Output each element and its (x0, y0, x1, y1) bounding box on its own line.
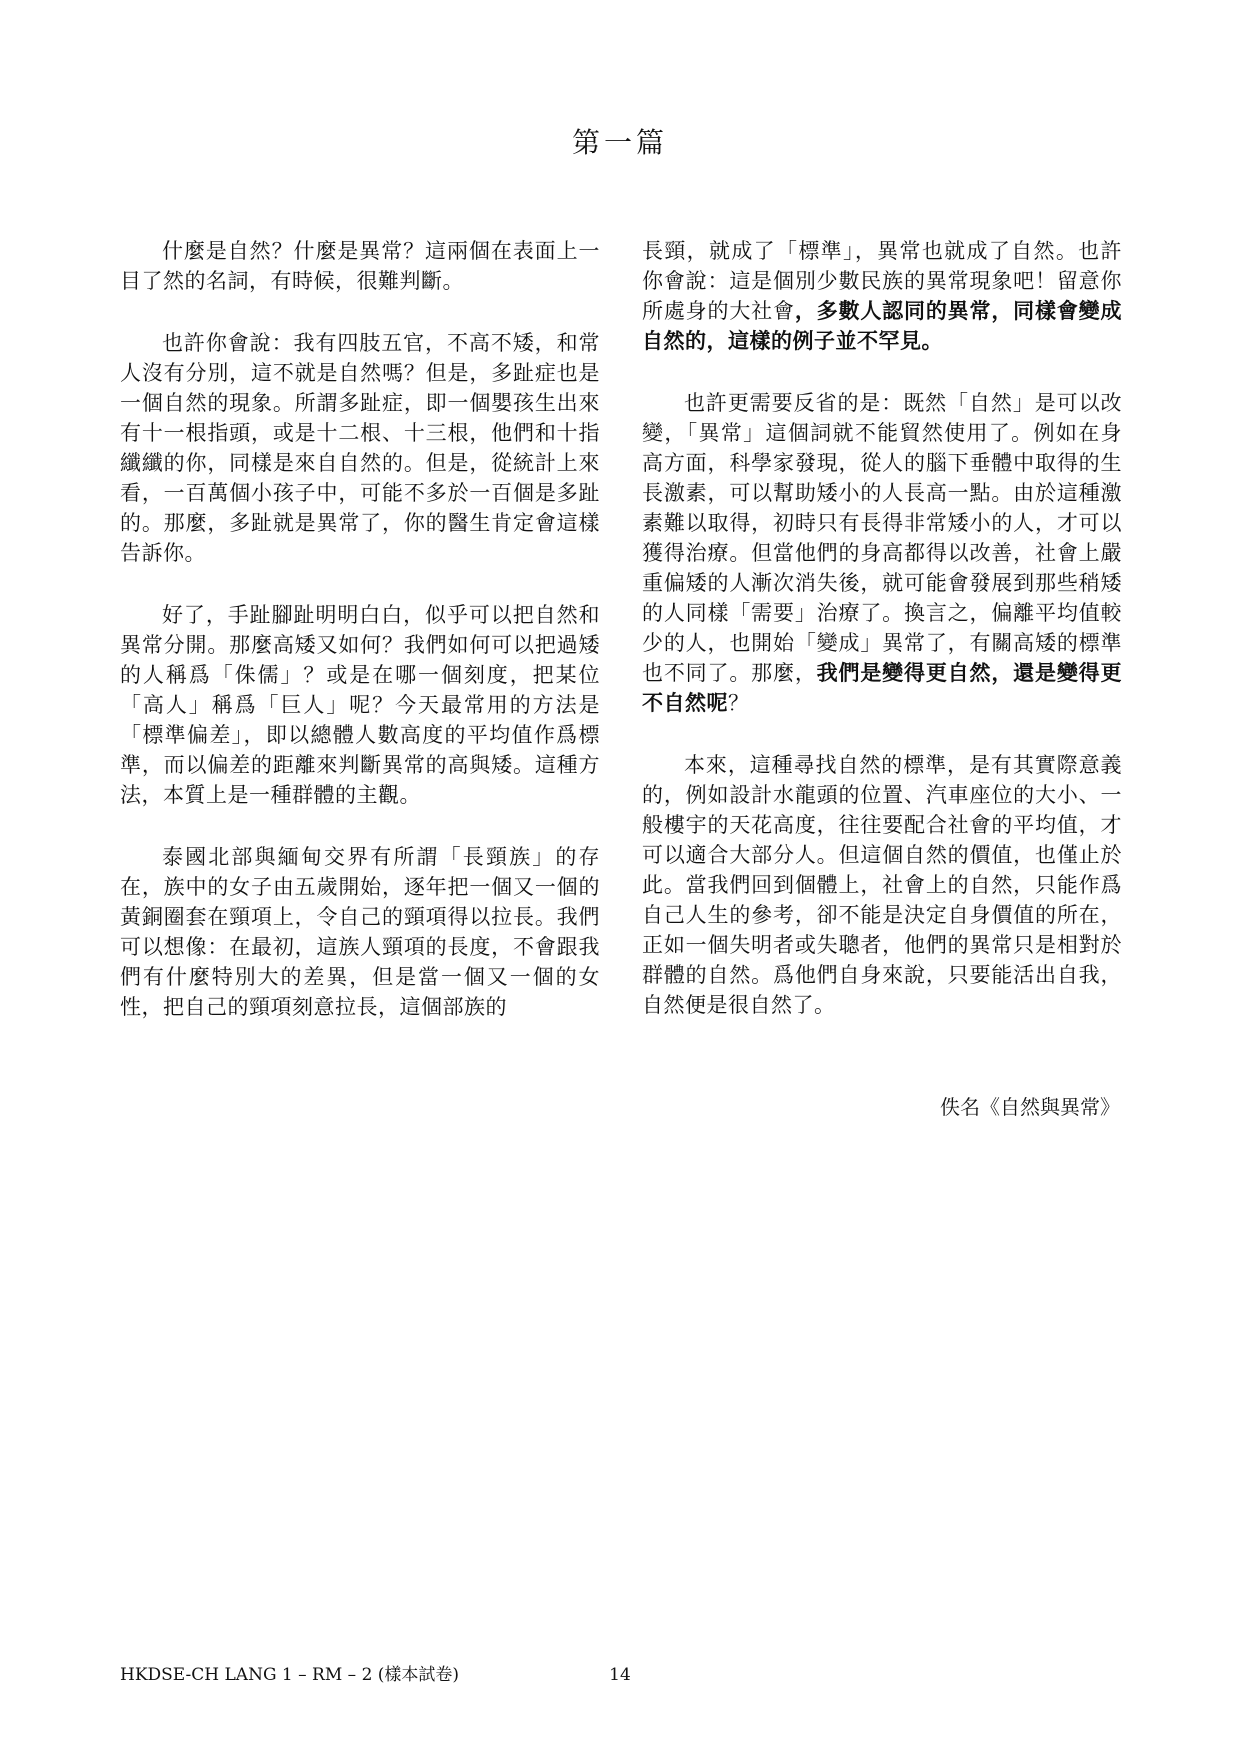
attribution: 佚名《自然與異常》 (940, 1095, 1120, 1119)
paragraph-text: ？ (728, 691, 750, 715)
paragraph-text: 什麼是自然？什麼是異常？這兩個在表面上一目了然的名詞，有時候，很難判斷。 (120, 239, 600, 293)
paragraph (642, 388, 1122, 718)
paragraph (120, 328, 600, 568)
paragraph (642, 236, 1122, 356)
emphasized-text: ，多數人認同的異常，同樣會變成自然的，這樣的例子並不罕見。 (642, 299, 1123, 353)
paragraph (120, 842, 600, 1022)
paragraph (642, 750, 1122, 1020)
left-column (120, 236, 600, 1054)
emphasized-text: 我們是變得更自然，還是變得更不自然呢 (642, 661, 1123, 715)
paragraph-text: 長頸，就成了「標準」，異常也就成了自然。也許你會說：這是個別少數民族的異常現象吧！留意你所處身的大社會 (642, 239, 1122, 323)
paragraph-text: 也許更需要反省的是：既然「自然」是可以改變，「異常」這個詞就不能貿然使用了。例如在身高方面，科學家發現，從人的腦下垂體中取得的生長激素，可以幫助矮小的人長高一點。由於這種激素難以取得，初時只有長得非常矮小的人，才可以獲得治療。但當他們的身高都得以改善，社會上嚴重偏矮的人漸次消失後，就可能會發展到那些稍矮的人同樣「需要」治療了。換言之，偏離平均值較少的人，也開始「變成」異常了，有關高矮的標準也不同了。那麼， (642, 391, 1122, 685)
page-title: 第一篇 (571, 126, 668, 159)
paragraph-text: 本來，這種尋找自然的標準，是有其實際意義的，例如設計水龍頭的位置、汽車座位的大小、一般樓宇的天花高度，往往要配合社會的平均值，才可以適合大部分人。但這個自然的價值，也僅止於此。當我們回到個體上，社會上的自然，只能作爲自己人生的參考，卻不能是決定自身價值的所在，正如一個失明者或失聰者，他們的異常只是相對於群體的自然。爲他們自身來說，只要能活出自我，自然便是很自然了。 (642, 753, 1122, 1017)
footer-exam-code: HKDSE-CH LANG 1 – RM – 2 (樣本試卷) (120, 1665, 460, 1685)
paragraph-text: 也許你會說：我有四肢五官，不高不矮，和常人沒有分別，這不就是自然嗎？但是，多趾症也是一個自然的現象。所謂多趾症，即一個嬰孩生出來有十一根指頭，或是十二根、十三根，他們和十指纖纖的你，同樣是來自自然的。但是，從統計上來看，一百萬個小孩子中，可能不多於一百個是多趾的。那麼，多趾就是異常了，你的醫生肯定會這樣告訴你。 (120, 331, 600, 565)
paragraph-text: 好了，手趾腳趾明明白白，似乎可以把自然和異常分開。那麼高矮又如何？我們如何可以把過矮的人稱爲「侏儒」？或是在哪一個刻度，把某位「高人」稱爲「巨人」呢？今天最常用的方法是「標準偏差」，即以總體人數高度的平均值作爲標準，而以偏差的距離來判斷異常的高與矮。這種方法，本質上是一種群體的主觀。 (120, 603, 600, 807)
right-column (642, 236, 1122, 1052)
paragraph (120, 600, 600, 810)
paragraph-text: 泰國北部與緬甸交界有所謂「長頸族」的存在，族中的女子由五歲開始，逐年把一個又一個的黃銅圈套在頸項上，令自己的頸項得以拉長。我們可以想像：在最初，這族人頸項的長度，不會跟我們有什麼特別大的差異，但是當一個又一個的女性，把自己的頸項刻意拉長，這個部族的 (120, 845, 600, 1019)
paragraph (120, 236, 600, 296)
page-number: 14 (609, 1665, 631, 1685)
